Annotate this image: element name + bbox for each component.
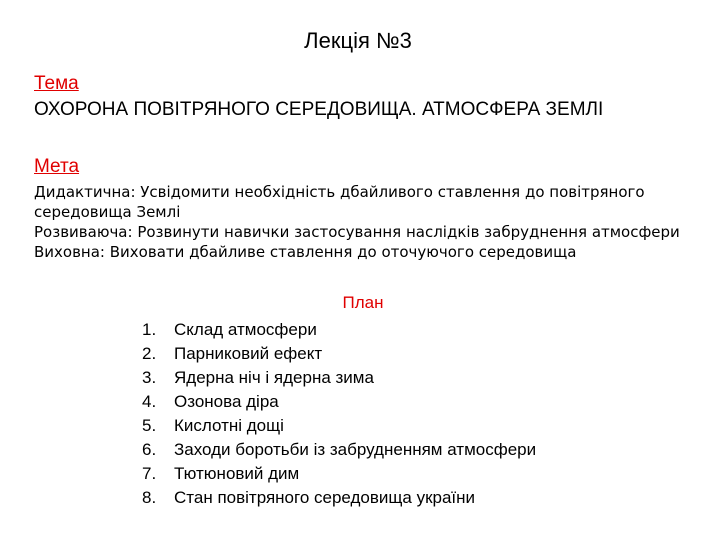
- goal-developing-text: Розвинути навички застосування наслідків забруднення атмосфери: [132, 223, 680, 241]
- plan-item: [142, 414, 536, 438]
- plan-item: [142, 438, 536, 462]
- goal-didactic: [34, 182, 694, 222]
- goal-educational: [34, 242, 694, 262]
- plan-item-number: 7.: [142, 464, 157, 483]
- plan-item: [142, 486, 536, 510]
- goal-educational-key: Виховна:: [34, 243, 105, 261]
- plan-item: [142, 342, 536, 366]
- plan-item: [142, 318, 536, 342]
- plan-item-number: 1.: [142, 320, 157, 339]
- plan-item-number: 8.: [142, 488, 157, 507]
- plan-item-text: Озонова діра: [174, 392, 279, 411]
- plan-item-text: Парниковий ефект: [174, 344, 323, 363]
- plan-item: [142, 390, 536, 414]
- plan-item-text: Склад атмосфери: [174, 320, 317, 339]
- goal-developing-key: Розвиваюча:: [34, 223, 133, 241]
- goal-block: [34, 182, 694, 262]
- plan-item-number: 3.: [142, 368, 157, 387]
- goal-developing: [34, 222, 694, 242]
- plan-item-number: 2.: [142, 344, 157, 363]
- plan-item: [142, 366, 536, 390]
- plan-item: [142, 462, 536, 486]
- lecture-title-text: Лекція №3: [304, 28, 412, 53]
- plan-item-text: Ядерна ніч і ядерна зима: [174, 368, 374, 387]
- plan-item-text: Кислотні дощі: [174, 416, 284, 435]
- plan-item-text: Заходи боротьби із забрудненням атмосфери: [174, 440, 537, 459]
- plan-title: [0, 293, 720, 313]
- plan-item-text: Стан повітряного середовища україни: [174, 488, 476, 507]
- plan-title-text: План: [342, 293, 384, 312]
- lecture-title: [0, 28, 720, 54]
- goal-educational-text: Виховати дбайливе ставлення до оточуючого середовища: [105, 243, 577, 261]
- topic-label: Тема: [34, 73, 79, 94]
- plan-item-number: 6.: [142, 440, 157, 459]
- goal-didactic-text: Усвідомити необхідність дбайливого ставлення до повітряного середовища Землі: [34, 183, 645, 221]
- plan-item-text: Тютюновий дим: [174, 464, 300, 483]
- goal-didactic-key: Дидактична:: [34, 183, 136, 201]
- plan-item-number: 4.: [142, 392, 157, 411]
- topic-text: ОХОРОНА ПОВІТРЯНОГО СЕРЕДОВИЩА. АТМОСФЕРА ЗЕМЛІ: [34, 99, 604, 120]
- goal-label: Мета: [34, 156, 80, 177]
- plan-list: [142, 318, 536, 510]
- plan-item-number: 5.: [142, 416, 157, 435]
